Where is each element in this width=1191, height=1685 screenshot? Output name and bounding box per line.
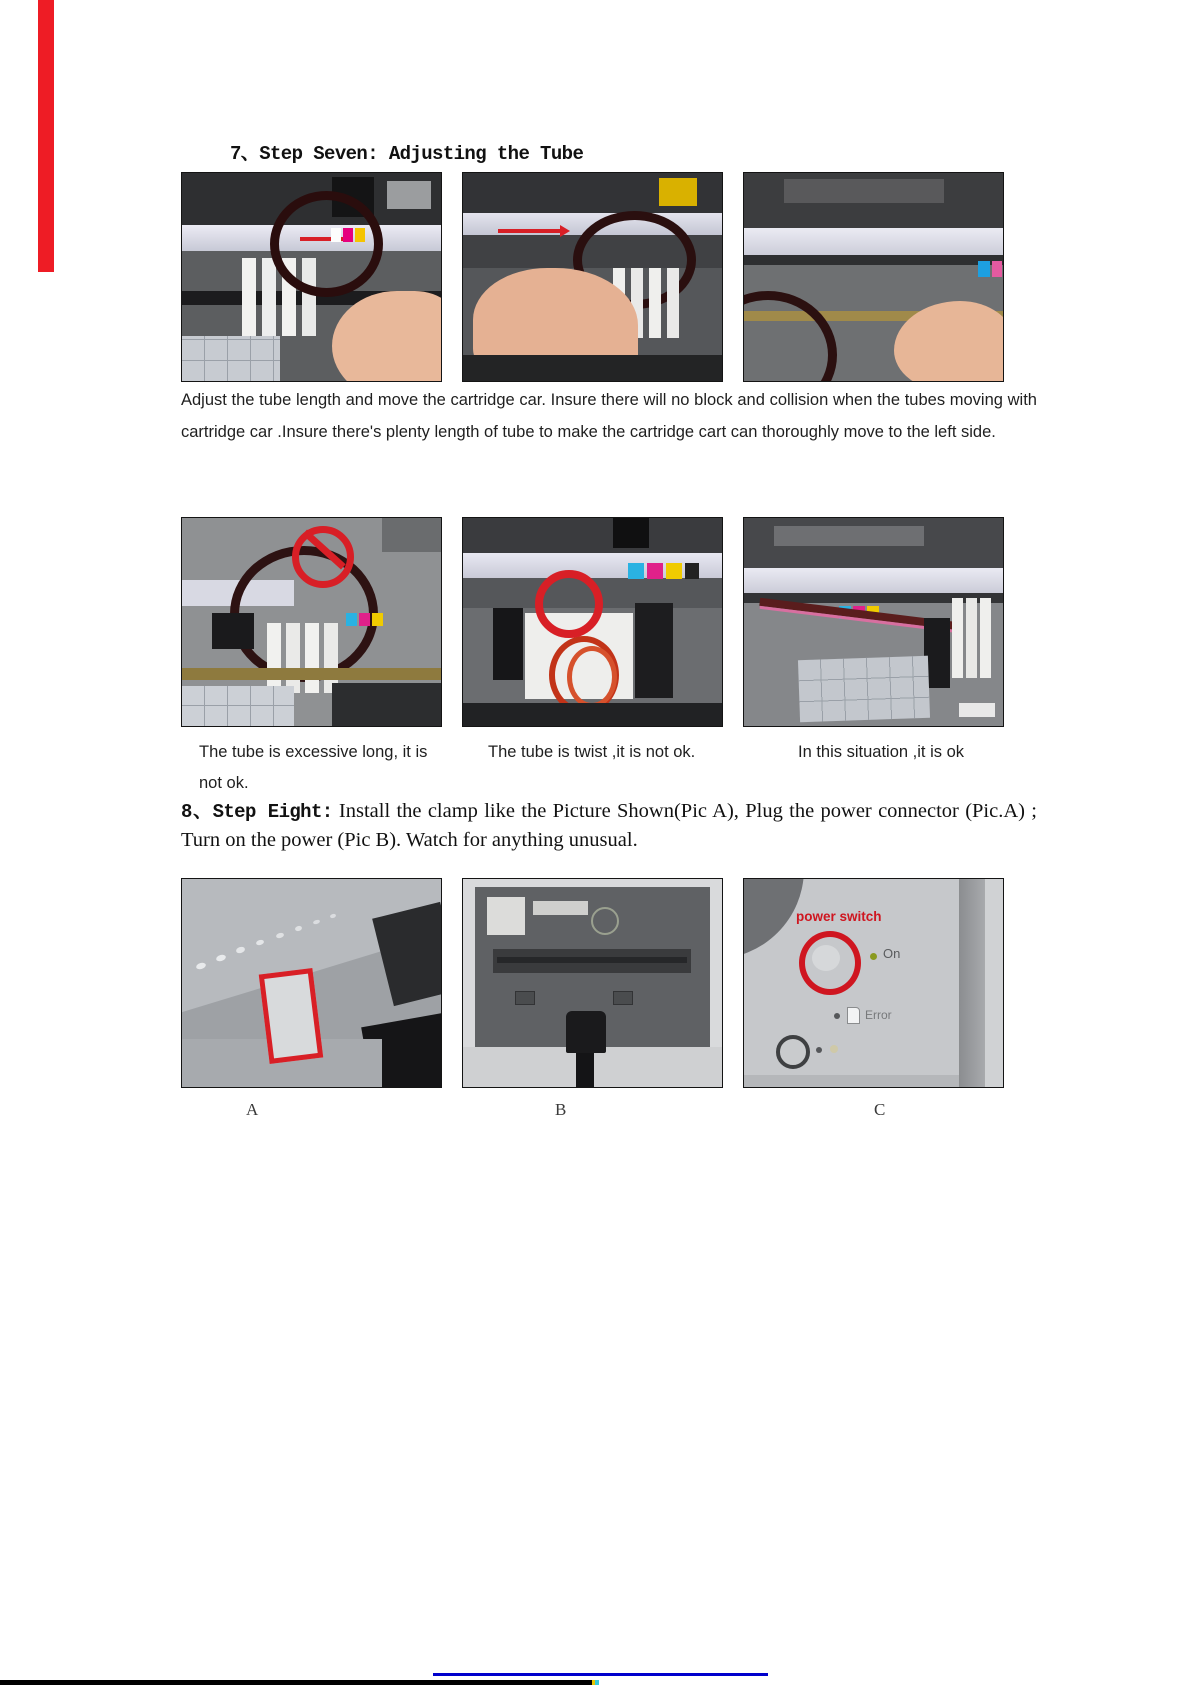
cartridge (649, 268, 661, 338)
photo-adjust-tube-1 (181, 172, 442, 382)
printer-dark-area (372, 902, 442, 1006)
color-chip-pink (992, 261, 1002, 277)
footer-mark-cyan (595, 1680, 599, 1685)
cartridge (980, 598, 991, 678)
cartridge (305, 623, 319, 693)
certification-emblem (591, 907, 619, 935)
cartridge (242, 258, 256, 336)
section8-body: Install the clamp like the Picture Shown(Pic A), Plug the power connector (Pic.A) ; Turn on the power (Pic B). Watch for anything unusual. (181, 800, 1037, 851)
color-chip-cyan (346, 613, 357, 626)
rating-sticker (487, 897, 525, 935)
color-chip-white (331, 228, 341, 242)
color-chip-yellow (666, 563, 682, 579)
platen-strip (744, 228, 1003, 255)
footer-link-underline[interactable] (433, 1673, 768, 1676)
power-cable (576, 1053, 594, 1087)
paper-feed-button (776, 1035, 810, 1069)
instruction-sticker (798, 656, 930, 722)
photo-clamp-position (181, 878, 442, 1088)
photo-adjust-tube-3 (743, 172, 1004, 382)
panel-corner-shadow (743, 878, 804, 959)
printer-inner-shadow (774, 526, 924, 546)
photo-power-connector (462, 878, 723, 1088)
ink-tube-loop (270, 191, 383, 297)
red-rectangle-annotation (259, 968, 324, 1064)
panel-dot-faint (830, 1045, 838, 1053)
cartridge (267, 623, 281, 693)
carriage-rail (744, 255, 1003, 265)
photo-tube-twisted (462, 517, 723, 727)
cartridge (286, 623, 300, 693)
photo-label-c: C (874, 1100, 886, 1119)
caption-tube-twisted: The tube is twist ,it is not ok. (488, 743, 696, 761)
photo-tube-ok (743, 517, 1004, 727)
color-chip-magenta (343, 228, 353, 242)
on-label: On (883, 946, 901, 961)
caption-tube-ok: In this situation ,it is ok (798, 743, 964, 761)
printer-base (463, 355, 722, 381)
power-button (812, 945, 840, 971)
color-chip-yellow (355, 228, 365, 242)
power-switch-annotation-text: power switch (796, 909, 882, 924)
printer-mechanism (332, 683, 441, 726)
photo-tube-too-long (181, 517, 442, 727)
printer-dark-block (613, 518, 649, 548)
section7-paragraph: Adjust the tube length and move the cartridge car. Insure there will no block and collision when the tubes moving with cartridge car .Insure there's plenty length of tube to make the cartridge cart can thoroughly move to the left side. (181, 391, 1037, 441)
paper-slot-inner (497, 957, 687, 963)
color-chip-yellow (659, 178, 697, 206)
color-chip-magenta (647, 563, 663, 579)
cartridge (262, 258, 276, 336)
photo-label-a: A (246, 1100, 259, 1119)
tube-clamp (635, 603, 673, 698)
cartridge (667, 268, 679, 338)
gold-rail (182, 668, 441, 680)
section8-paragraph (181, 798, 1037, 854)
photo-adjust-tube-2 (462, 172, 723, 382)
section8-heading: 8、Step Eight: (181, 801, 333, 823)
photo-label-b: B (555, 1100, 567, 1119)
color-chip-magenta (359, 613, 370, 626)
cartridge (966, 598, 977, 678)
power-plug (566, 1011, 606, 1053)
instruction-sticker (182, 686, 294, 726)
ink-tube-loop (743, 291, 837, 382)
red-arrow-icon (498, 229, 560, 233)
color-chip-cyan (628, 563, 644, 579)
instruction-sticker (182, 336, 280, 381)
footer-text-cutoff (0, 1680, 592, 1685)
printer-inner-shadow (784, 179, 944, 203)
caption-tube-too-long: The tube is excessive long, it is not ok. (199, 743, 428, 792)
paper-error-icon (847, 1007, 860, 1024)
cartridge (952, 598, 963, 678)
error-led-icon (834, 1013, 840, 1019)
section7-heading: 7、Step Seven: Adjusting the Tube (230, 143, 584, 165)
color-chip-black (685, 563, 699, 579)
printer-side-panel (985, 879, 1003, 1087)
red-arrow-head-icon (560, 225, 576, 237)
color-chip-cyan (978, 261, 990, 277)
prohibition-icon (292, 526, 354, 588)
error-label: Error (865, 1008, 892, 1022)
printer-light-block (387, 181, 431, 209)
panel-bottom-shade (744, 1075, 959, 1087)
printer-cover-edge (382, 518, 441, 552)
photo-power-switch-panel (743, 878, 1004, 1088)
model-sticker (533, 901, 588, 915)
platen-strip (463, 553, 722, 578)
tube-clamp (212, 613, 254, 649)
panel-notch (515, 991, 535, 1005)
red-circle-annotation (535, 570, 603, 638)
white-label (959, 703, 995, 717)
platen-strip (744, 568, 1003, 593)
color-chip-yellow (372, 613, 383, 626)
printer-edge-strip (959, 879, 985, 1087)
margin-revision-bar (38, 0, 54, 272)
tube-clamp (493, 608, 523, 680)
on-led-icon (870, 953, 877, 960)
printer-top-band (463, 518, 722, 553)
twisted-tube (567, 646, 617, 708)
panel-dot (816, 1047, 822, 1053)
printer-base (463, 703, 722, 726)
panel-notch (613, 991, 633, 1005)
